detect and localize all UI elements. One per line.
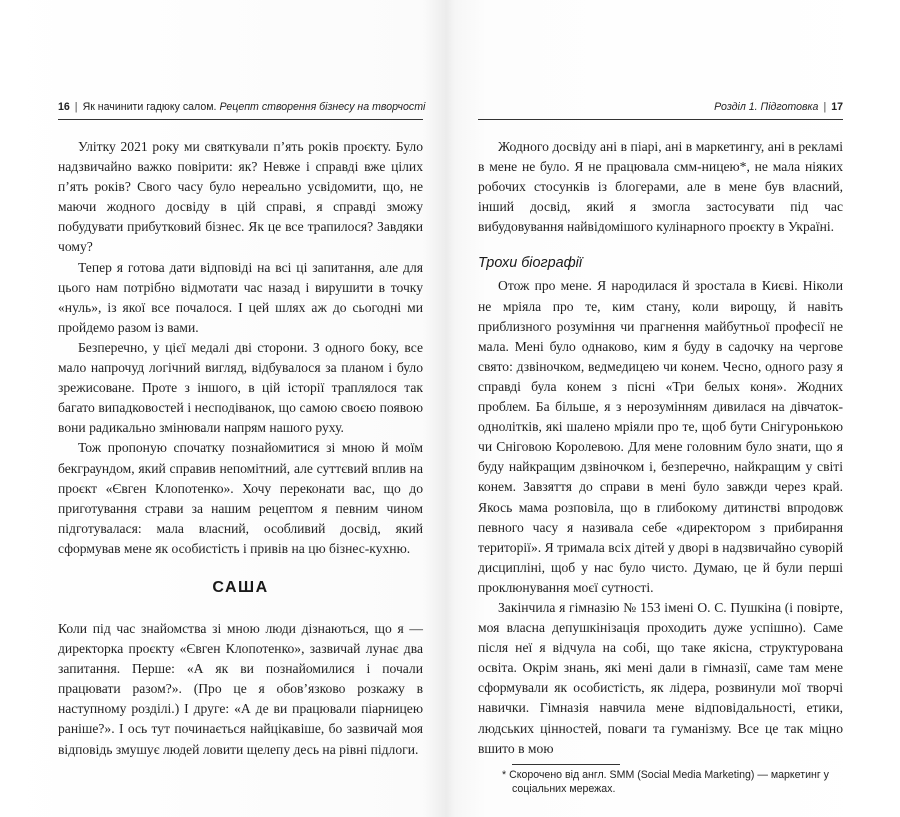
header-rule <box>478 119 843 120</box>
paragraph: Тож пропоную спочатку познайомитися зі мною й моїм бекграундом, який справив непомітний, але суттєвий вплив на проєкт «Євген Клопотенко». Хочу переконати вас, що до приготування страви за нашим рецептом я певним чином підготувалася: мала власний, особливий досвід, який сформував мене як особистість і привів на цю бізнес-кухню. <box>58 440 423 556</box>
paragraph: Тепер я готова дати відповіді на всі ці запитання, але для цього нам потрібно відмотати час назад і вирушити в точку «нуль», із якої все почалося. І цей шлях аж до сьогодні ми пройдемо разом із вами. <box>58 259 423 335</box>
left-page <box>58 100 426 760</box>
book-title: Як начинити гадюку салом. <box>82 101 217 113</box>
page-number: 17 <box>831 101 843 113</box>
book-subtitle: Рецепт створення бізнесу на творчості <box>219 101 426 113</box>
footnote-rule <box>512 764 620 765</box>
chapter-heading: САША <box>212 578 269 596</box>
running-header-right <box>478 100 843 114</box>
paragraph: Коли під час знайомства зі мною люди дізнаються, що я — директорка проєкту «Євген Клопотенко», зазвичай лунає два запитання. Перше: «А як ви познайомилися і почали працювати разом?». (Про це я обов’язково розкажу в наступному розділі.) І друге: «А де ви працювали піарницею раніше?». І ось тут починається найцікавіше, бо зазвичай моя відповідь змушує людей ловити щелепу десь на рівні підлоги. <box>58 620 423 757</box>
paragraph: Отож про мене. Я народилася й зростала в Києві. Ніколи не мріяла про те, ким стану, коли вирощу, й навіть приблизного розуміння чи прагнення майбутньої професії не мала. Мені було однаково, ким я буду в садочку на чергове свято: дзвіночком, ведмедицею чи конем. Чесно, одного разу я справді була конем з пісні «Три белых коня». Жодних проблем. Ба більше, я з нерозумінням дивилася на дівчаток-однолітків, які шалено мріяли про те, щоб бути Снігуронькою чи Сніговою Королевою. Для мене головним було знати, що я буду найкращим дзвіночком і, безперечно, найкращим у світі конем. Завзяття до справи в мені було завжди через край. Якось мама розповіла, що в глибокому дитинстві впродовж певного часу я називала себе «директором з прибирання території». Я тримала всіх дітей у дворі в надзвичайно суворій дисципліні, щоб у нас було чисто. Думаю, це й були перші проклюнування моєї сутності. <box>478 278 843 595</box>
right-page <box>478 100 843 796</box>
header-rule <box>58 119 423 120</box>
left-page-body <box>58 137 423 760</box>
running-header-left <box>58 100 426 114</box>
paragraph: Улітку 2021 року ми святкували п’ять років проєкту. Було надзвичайно важко повірити: як? Невже і справді вже цілих п’ять років? Свого часу було нереально усвідомити, що, не маючи жодного досвіду в цій справі, я справді зможу побудувати прибутковий бізнес. Як це все трапилося? Завдяки чому? <box>58 139 423 255</box>
section-title: Розділ 1. Підготовка <box>714 101 819 113</box>
right-page-body <box>478 137 843 796</box>
header-separator: | <box>823 101 827 113</box>
paragraph: Закінчила я гімназію № 153 імені О. С. Пушкіна (і повірте, моя власна депушкінізація проходить дуже успішно). Саме після неї я відчула на собі, що таке якісна, структурована освіта. Окрім знань, які мені дали в гімназії, саме там мене сформували як особистість, як лідера, розвинули мої творчі навички. Гімназія навчила мене відповідальності, етики, людських цінностей, поваги та гуманізму. Все це так міцно вшито в мою <box>478 599 843 756</box>
footnote: * Скорочено від англ. SMM (Social Media Marketing) — маркетинг у соціальних мережах. <box>502 768 829 795</box>
header-separator: | <box>74 101 78 113</box>
paragraph: Жодного досвіду ані в піарі, ані в маркетингу, ані в рекламі в мене не було. Я не працювала смм-ницею*, не мала ніяких робочих стосунків із блогерами, але в мене був власний, інший досвід, який я змогла застосувати під час вибудовування найвідомішого кулінарного проєкту в Україні. <box>478 139 843 235</box>
paragraph: Безперечно, у цієї медалі дві сторони. З одного боку, все мало напрочуд логічний вигляд, відбувалося за планом і було зрежисоване. Проте з іншого, в цій історії траплялося так багато випадковостей і несподіванок, що самою своєю появою вони радикально змінювали напрям нашого руху. <box>58 339 423 436</box>
subheading: Трохи біографії <box>478 255 583 272</box>
page-number: 16 <box>58 101 70 113</box>
